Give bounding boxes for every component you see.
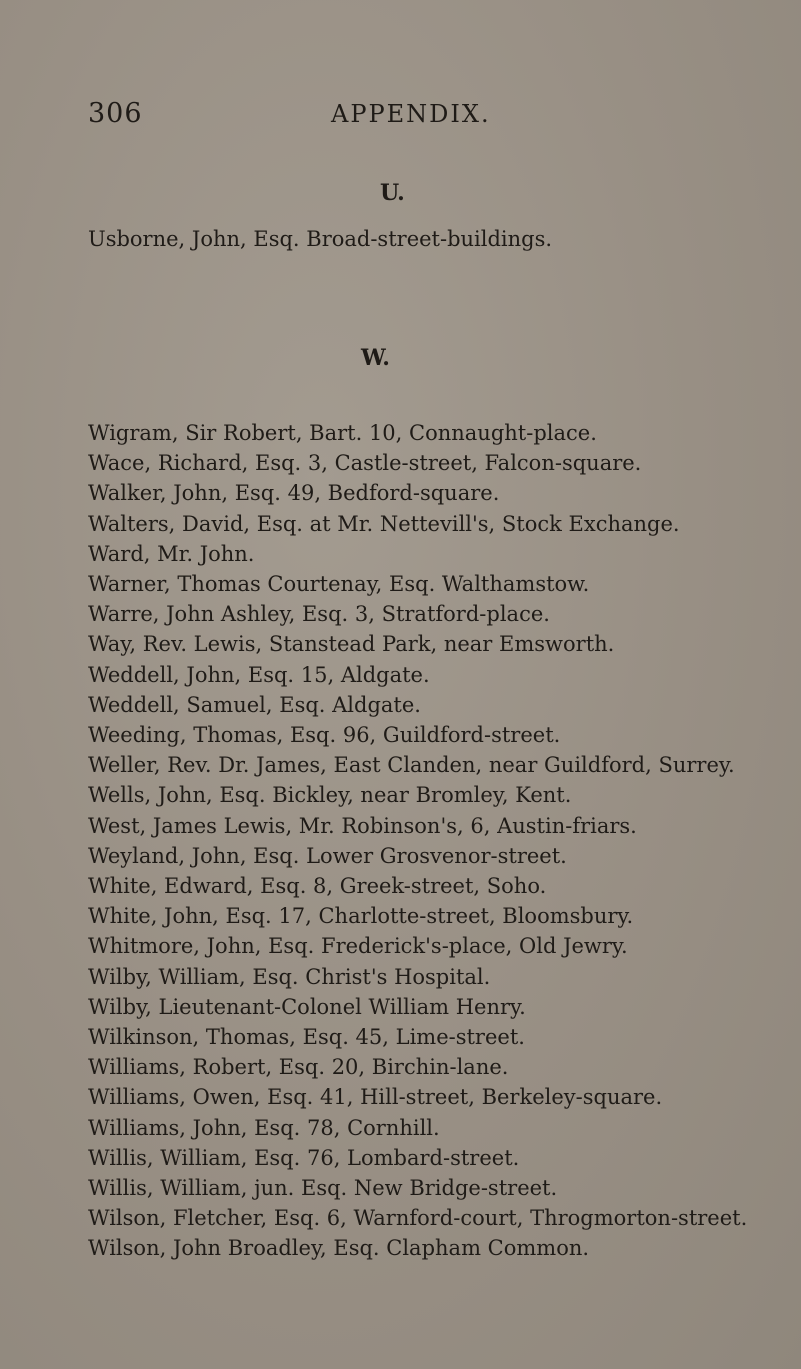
page-header [88,98,728,138]
list-item: White, John, Esq. 17, Charlotte-street, Bloomsbury. [88,904,634,929]
list-item: Weeding, Thomas, Esq. 96, Guildford-street. [88,723,561,748]
list-item: Wilson, John Broadley, Esq. Clapham Common. [88,1236,590,1261]
list-item: Ward, Mr. John. [88,541,255,566]
list-item: Wilkinson, Thomas, Esq. 45, Lime-street. [88,1025,525,1050]
list-item: Usborne, John, Esq. Broad-street-buildings. [88,227,553,251]
list-item: Wilby, William, Esq. Christ's Hospital. [88,964,491,989]
list-item: Whitmore, John, Esq. Frederick's-place, Old Jewry. [88,934,628,959]
list-item: Willis, William, jun. Esq. New Bridge-street. [88,1176,558,1201]
list-item: Wace, Richard, Esq. 3, Castle-street, Falcon-square. [88,451,642,476]
running-head: APPENDIX. [331,100,491,128]
list-item: Way, Rev. Lewis, Stanstead Park, near Emsworth. [88,632,615,657]
list-item: Weller, Rev. Dr. James, East Clanden, near Guildford, Surrey. [88,753,735,778]
list-item: West, James Lewis, Mr. Robinson's, 6, Austin-friars. [88,813,637,838]
list-item: Weddell, Samuel, Esq. Aldgate. [88,692,421,717]
list-item: Walters, David, Esq. at Mr. Nettevill's, Stock Exchange. [88,511,680,536]
list-item: Warre, John Ashley, Esq. 3, Stratford-place. [88,602,550,627]
list-item: Wilby, Lieutenant-Colonel William Henry. [88,994,526,1019]
subscriber-list-w [88,418,788,1264]
list-item: Wilson, Fletcher, Esq. 6, Warnford-court, Throgmorton-street. [88,1206,748,1231]
list-item: Williams, John, Esq. 78, Cornhill. [88,1115,440,1140]
list-item: Warner, Thomas Courtenay, Esq. Walthamstow. [88,572,590,597]
page-number: 306 [88,98,143,129]
list-item: Walker, John, Esq. 49, Bedford-square. [88,481,500,506]
list-item: Willis, William, Esq. 76, Lombard-street. [88,1145,520,1170]
list-item: Weyland, John, Esq. Lower Grosvenor-street. [88,843,567,868]
section-letter-u: U. [380,180,405,206]
section-letter-w: W. [361,345,390,371]
list-item: Weddell, John, Esq. 15, Aldgate. [88,662,430,687]
list-item: Wells, John, Esq. Bickley, near Bromley, Kent. [88,783,572,808]
list-item: Wigram, Sir Robert, Bart. 10, Connaught-place. [88,421,597,445]
list-item: Williams, Robert, Esq. 20, Birchin-lane. [88,1055,509,1080]
list-item: Williams, Owen, Esq. 41, Hill-street, Berkeley-square. [88,1085,663,1110]
list-item: White, Edward, Esq. 8, Greek-street, Soho. [88,874,547,899]
